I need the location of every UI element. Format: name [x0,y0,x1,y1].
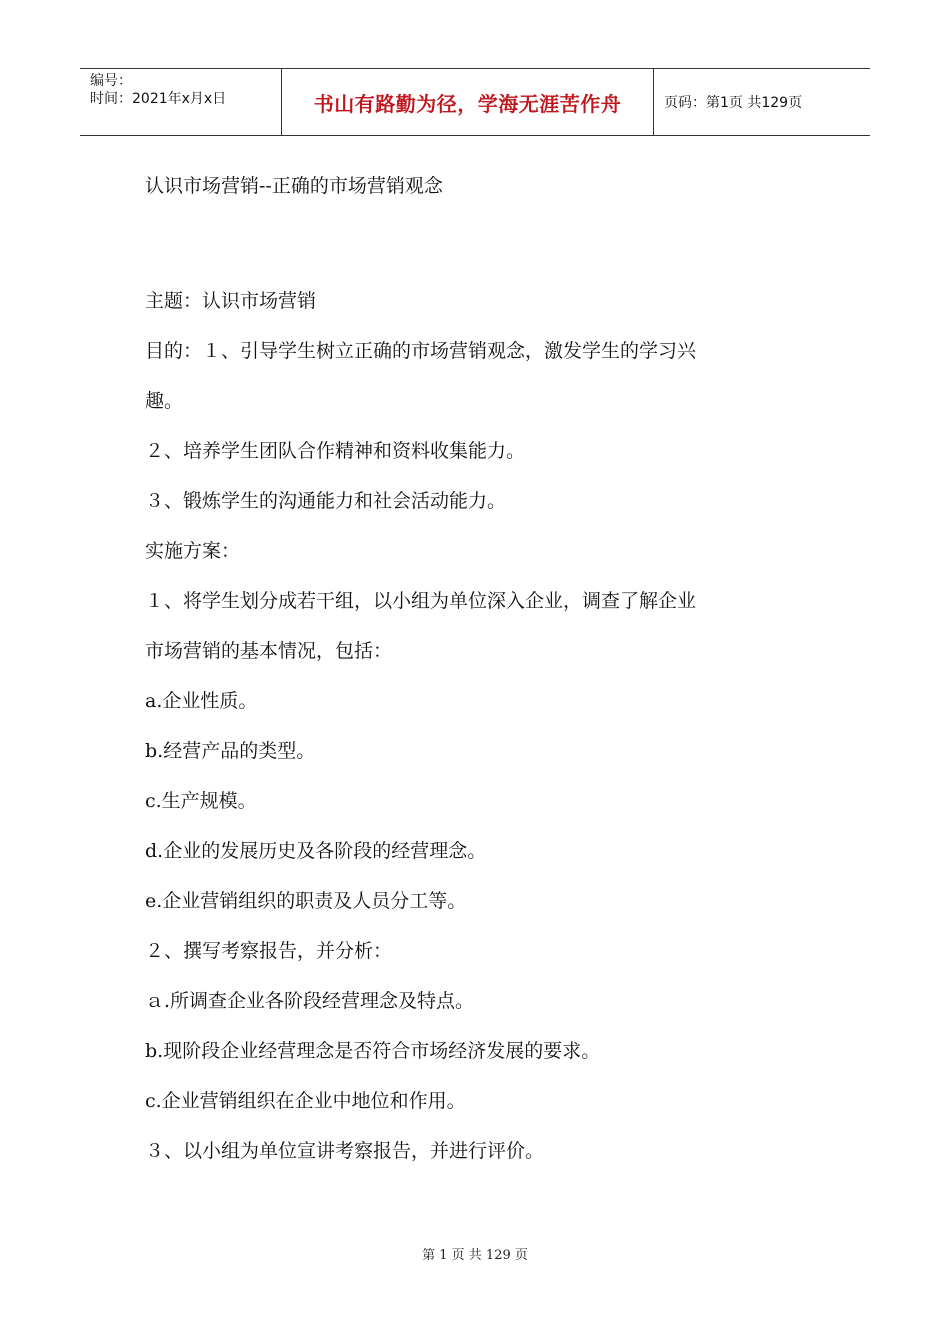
header-number: 编号： [90,73,132,89]
header-motto: 书山有路勤为径，学海无涯苦作舟 [313,91,622,116]
line-purpose: 目的：１、引导学生树立正确的市场营销观念，激发学生的学习兴 [145,340,697,362]
line-theme: 主题：认识市场营销 [145,290,317,312]
line-purpose-cont: 趣。 [145,390,184,412]
line-plan-1: １、将学生划分成若干组，以小组为单位深入企业，调查了解企业 [145,590,697,612]
line-plan-3: ３、以小组为单位宣讲考察报告，并进行评价。 [145,1140,545,1162]
line-analysis-c: c.企业营销组织在企业中地位和作用。 [145,1090,466,1112]
page-header [80,68,870,136]
line-item-c: c.生产规模。 [145,790,257,812]
title-spacer [145,206,815,276]
header-motto-cell [282,69,654,135]
line-item-e: e.企业营销组织的职责及人员分工等。 [145,890,467,912]
line-item-d: d.企业的发展历史及各阶段的经营理念。 [145,840,487,862]
line-item-a: a.企业性质。 [145,690,258,712]
line-analysis-b: b.现阶段企业经营理念是否符合市场经济发展的要求。 [145,1040,601,1062]
line-plan-heading: 实施方案： [145,540,241,562]
line-purpose-3: ３、锻炼学生的沟通能力和社会活动能力。 [145,490,507,512]
line-item-b: b.经营产品的类型。 [145,740,316,762]
document-body [145,166,815,1176]
line-plan-2: ２、撰写考察报告，并分析： [145,940,393,962]
header-time: 时间：2021年x月x日 [90,91,227,107]
line-analysis-a: ａ.所调查企业各阶段经营理念及特点。 [145,990,475,1012]
line-purpose-2: ２、培养学生团队合作精神和资料收集能力。 [145,440,526,462]
document-title: 认识市场营销--正确的市场营销观念 [145,175,443,197]
header-page-info: 页码：第1页 共129页 [664,95,803,111]
page-footer: 第 1 页 共 129 页 [422,1248,528,1263]
header-meta [80,69,282,135]
line-plan-1-cont: 市场营销的基本情况，包括： [145,640,393,662]
